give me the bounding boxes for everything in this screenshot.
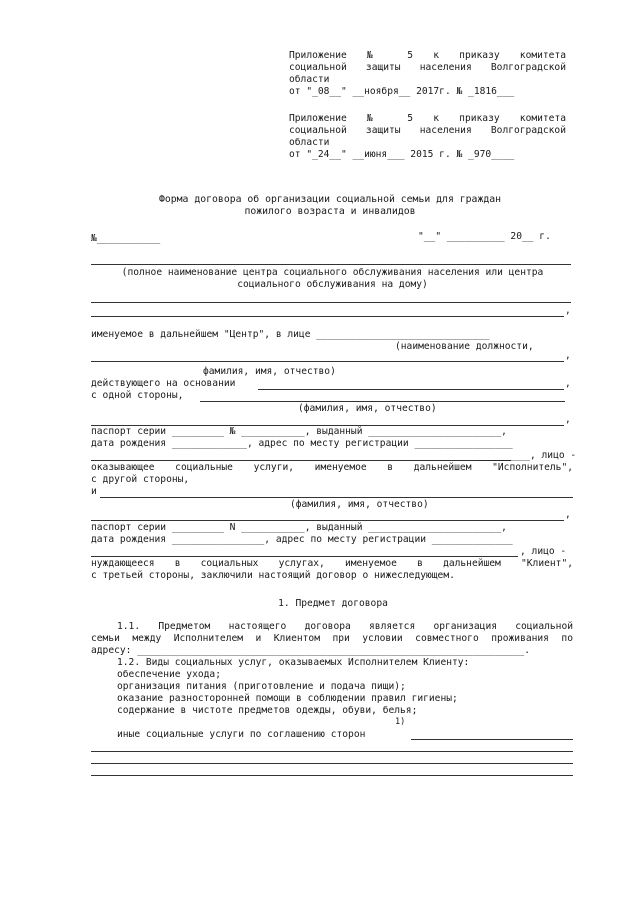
executor-face: _________, лицо -: [478, 450, 577, 461]
fio-caption-2: (фамилия, имя, отчество): [298, 403, 437, 414]
third-side: с третьей стороны, заключили настоящий договор о нижеследующем.: [91, 570, 455, 581]
contract-number: №___________: [91, 233, 161, 244]
blank-line-6: [91, 751, 573, 752]
client-birth-address: дата рождения ________________, адрес по месту регистрации ______________: [91, 534, 513, 545]
other-services: иные социальные услуги по соглашению сторон: [117, 729, 366, 740]
contract-date: "__" __________ 20__ г.: [418, 231, 551, 242]
representative-line: [200, 401, 565, 402]
center-name-line: [91, 264, 571, 265]
client-passport: паспорт серии _________ N ___________, выданный _______________________,: [91, 522, 507, 533]
blank-line-1: [91, 302, 571, 303]
appendix-1-line1: Приложение № 5 к приказу комитета: [289, 50, 566, 61]
comma-2: ,: [565, 350, 571, 361]
section-1-title: 1. Предмет договора: [278, 598, 388, 609]
client-address-line: [91, 556, 518, 557]
blank-line-2: [91, 316, 564, 317]
center-caption-line2: социального обслуживания на дому): [237, 279, 428, 290]
appendix-1-line3: области: [289, 74, 330, 85]
other-side: с другой стороны,: [91, 474, 190, 485]
blank-line-3: [91, 361, 564, 362]
appendix-2-line2: социальной защиты населения Волгоградской: [289, 125, 566, 136]
p12-heading: 1.2. Виды социальных услуг, оказываемых Исполнителем Клиенту:: [117, 657, 470, 668]
comma-3: ,: [565, 378, 571, 389]
service-item: организация питания (приготовление и подача пищи);: [117, 681, 406, 692]
comma-1: ,: [565, 305, 571, 316]
service-item: обеспечение ухода;: [117, 669, 221, 680]
position-caption: (наименование должности,: [395, 341, 534, 352]
other-services-line: [411, 739, 573, 740]
blank-line-5: [91, 520, 564, 521]
p11-address: адресу: ___________________________________________________________________.: [91, 645, 530, 656]
form-title-line2: пожилого возраста и инвалидов: [244, 206, 416, 217]
comma-5: ,: [565, 509, 571, 520]
fio-caption-3: (фамилия, имя, отчество): [290, 499, 429, 510]
p11-line2: семьи между Исполнителем и Клиентом при условии совместного проживания по: [91, 633, 573, 644]
appendix-2-line1: Приложение № 5 к приказу комитета: [289, 113, 566, 124]
appendix-2-date: от "_24__" __июня___ 2015 г. № _970____: [289, 149, 515, 160]
one-side: с одной стороны,: [91, 390, 184, 401]
p11-line1: 1.1. Предметом настоящего договора является организация социальной: [117, 621, 573, 632]
acting-basis: действующего на основании: [91, 378, 236, 389]
appendix-2-line3: области: [289, 137, 330, 148]
and-conjunction: и: [91, 486, 97, 497]
executor-birth-address: дата рождения _____________, адрес по месту регистрации _________________: [91, 438, 513, 449]
client-face: , лицо -: [520, 546, 567, 557]
service-item: оказание разносторонней помощи в соблюдении правил гигиены;: [117, 693, 458, 704]
form-title-line1: Форма договора об организации социальной семьи для граждан: [158, 194, 502, 205]
footnote-marker: 1): [395, 717, 406, 727]
executor-passport: паспорт серии _________ № ___________, выданный _______________________,: [91, 426, 507, 437]
client-clause: нуждающееся в социальных услугах, именуемое в дальнейшем "Клиент",: [91, 558, 573, 569]
blank-line-8: [91, 775, 573, 776]
appendix-1-date: от "_08__" __ноября__ 2017г. № _1816___: [289, 86, 515, 97]
basis-line: [258, 389, 564, 390]
appendix-1-line2: социальной защиты населения Волгоградской: [289, 62, 566, 73]
comma-4: ,: [565, 414, 571, 425]
fio-caption-1: фамилия, имя, отчество): [203, 366, 336, 377]
executor-clause: оказывающее социальные услуги, именуемое в дальнейшем "Исполнитель",: [91, 462, 573, 473]
center-ref: именуемое в дальнейшем "Центр", в лице ______________________________: [91, 329, 490, 340]
service-item: содержание в чистоте предметов одежды, обуви, белья;: [117, 705, 418, 716]
center-caption-line1: (полное наименование центра социального обслуживания населения или центра: [121, 267, 544, 278]
client-name-line: [100, 497, 573, 498]
blank-line-7: [91, 763, 573, 764]
executor-address-line: [91, 460, 511, 461]
